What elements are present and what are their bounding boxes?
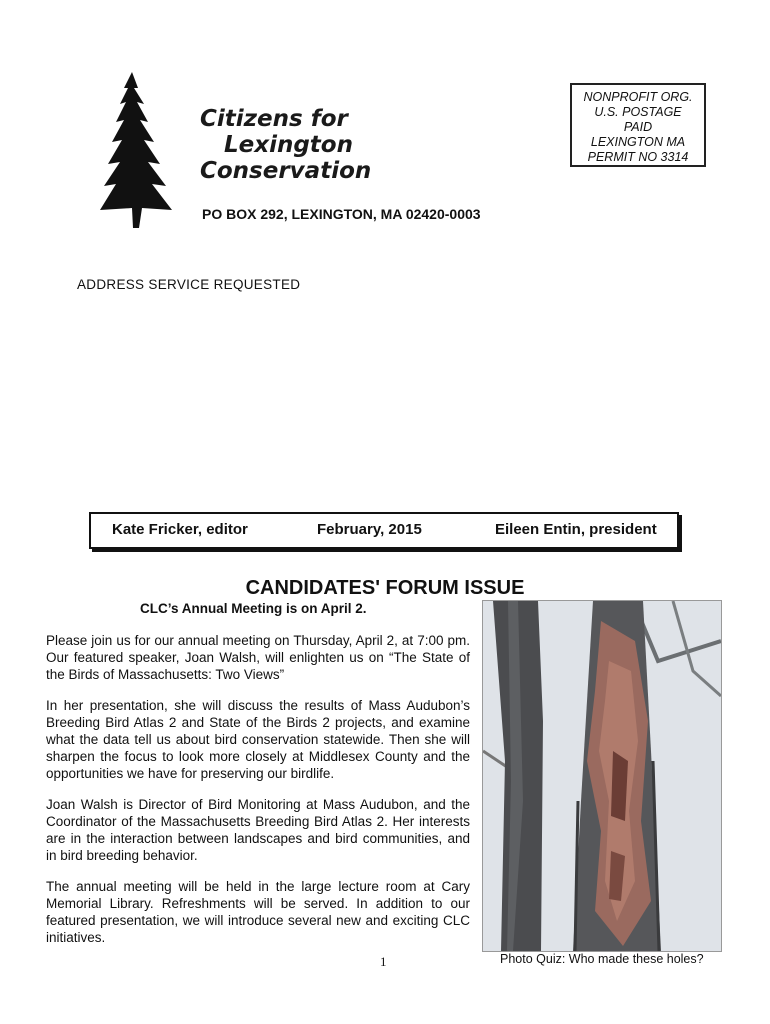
masthead-banner <box>89 512 679 549</box>
address-service-requested: ADDRESS SERVICE REQUESTED <box>77 277 301 292</box>
postage-line: LEXINGTON MA <box>590 135 686 149</box>
org-name-line1: Citizens for <box>200 106 348 132</box>
postage-line: NONPROFIT ORG. <box>583 90 693 104</box>
president-name: Eileen Entin, president <box>495 521 657 538</box>
article-subhead: CLC’s Annual Meeting is on April 2. <box>140 601 367 616</box>
page-number: 1 <box>380 954 387 969</box>
article-paragraph: In her presentation, she will discuss the results of Mass Audubon’s Breeding Bird Atlas 2 and State of the Birds 2 projects, and examine what the data tell us about bird conservation statewide. Then she will sharpen the focus to look more closely at Middlesex County and the opportunities we have for preserving our birdlife. <box>46 698 470 781</box>
pine-tree-icon <box>92 70 188 230</box>
postage-indicia <box>570 83 706 167</box>
article-paragraph: Joan Walsh is Director of Bird Monitoring at Mass Audubon, and the Coordinator of the Massachusetts Breeding Bird Atlas 2. Her interests are in the interaction between landscapes and bird communities, and in bird breeding behavior. <box>46 797 470 863</box>
photo-caption: Photo Quiz: Who made these holes? <box>500 952 704 966</box>
article-paragraph: The annual meeting will be held in the large lecture room at Cary Memorial Library. Refreshments will be served. In addition to our featured presentation, we will introduce several new and exciting CLC initiatives. <box>46 879 470 945</box>
editor-name: Kate Fricker, editor <box>112 521 248 538</box>
po-box-address: PO BOX 292, LEXINGTON, MA 02420-0003 <box>202 206 481 222</box>
issue-date: February, 2015 <box>317 521 422 538</box>
article-body <box>46 632 470 960</box>
org-name-line3: Conservation <box>200 158 372 184</box>
organization-name <box>200 106 371 184</box>
postage-line: PAID <box>623 120 653 134</box>
postage-line: U.S. POSTAGE <box>594 105 682 119</box>
org-name-line2: Lexington <box>224 132 353 158</box>
article-headline: CANDIDATES' FORUM ISSUE <box>245 577 525 599</box>
article-paragraph: Please join us for our annual meeting on Thursday, April 2, at 7:00 pm. Our featured speaker, Joan Walsh, will enlighten us on “The State of the Birds of Massachusetts: Two Views” <box>46 633 470 682</box>
tree-trunk-photo <box>482 600 722 952</box>
postage-line: PERMIT NO 3314 <box>587 150 689 164</box>
